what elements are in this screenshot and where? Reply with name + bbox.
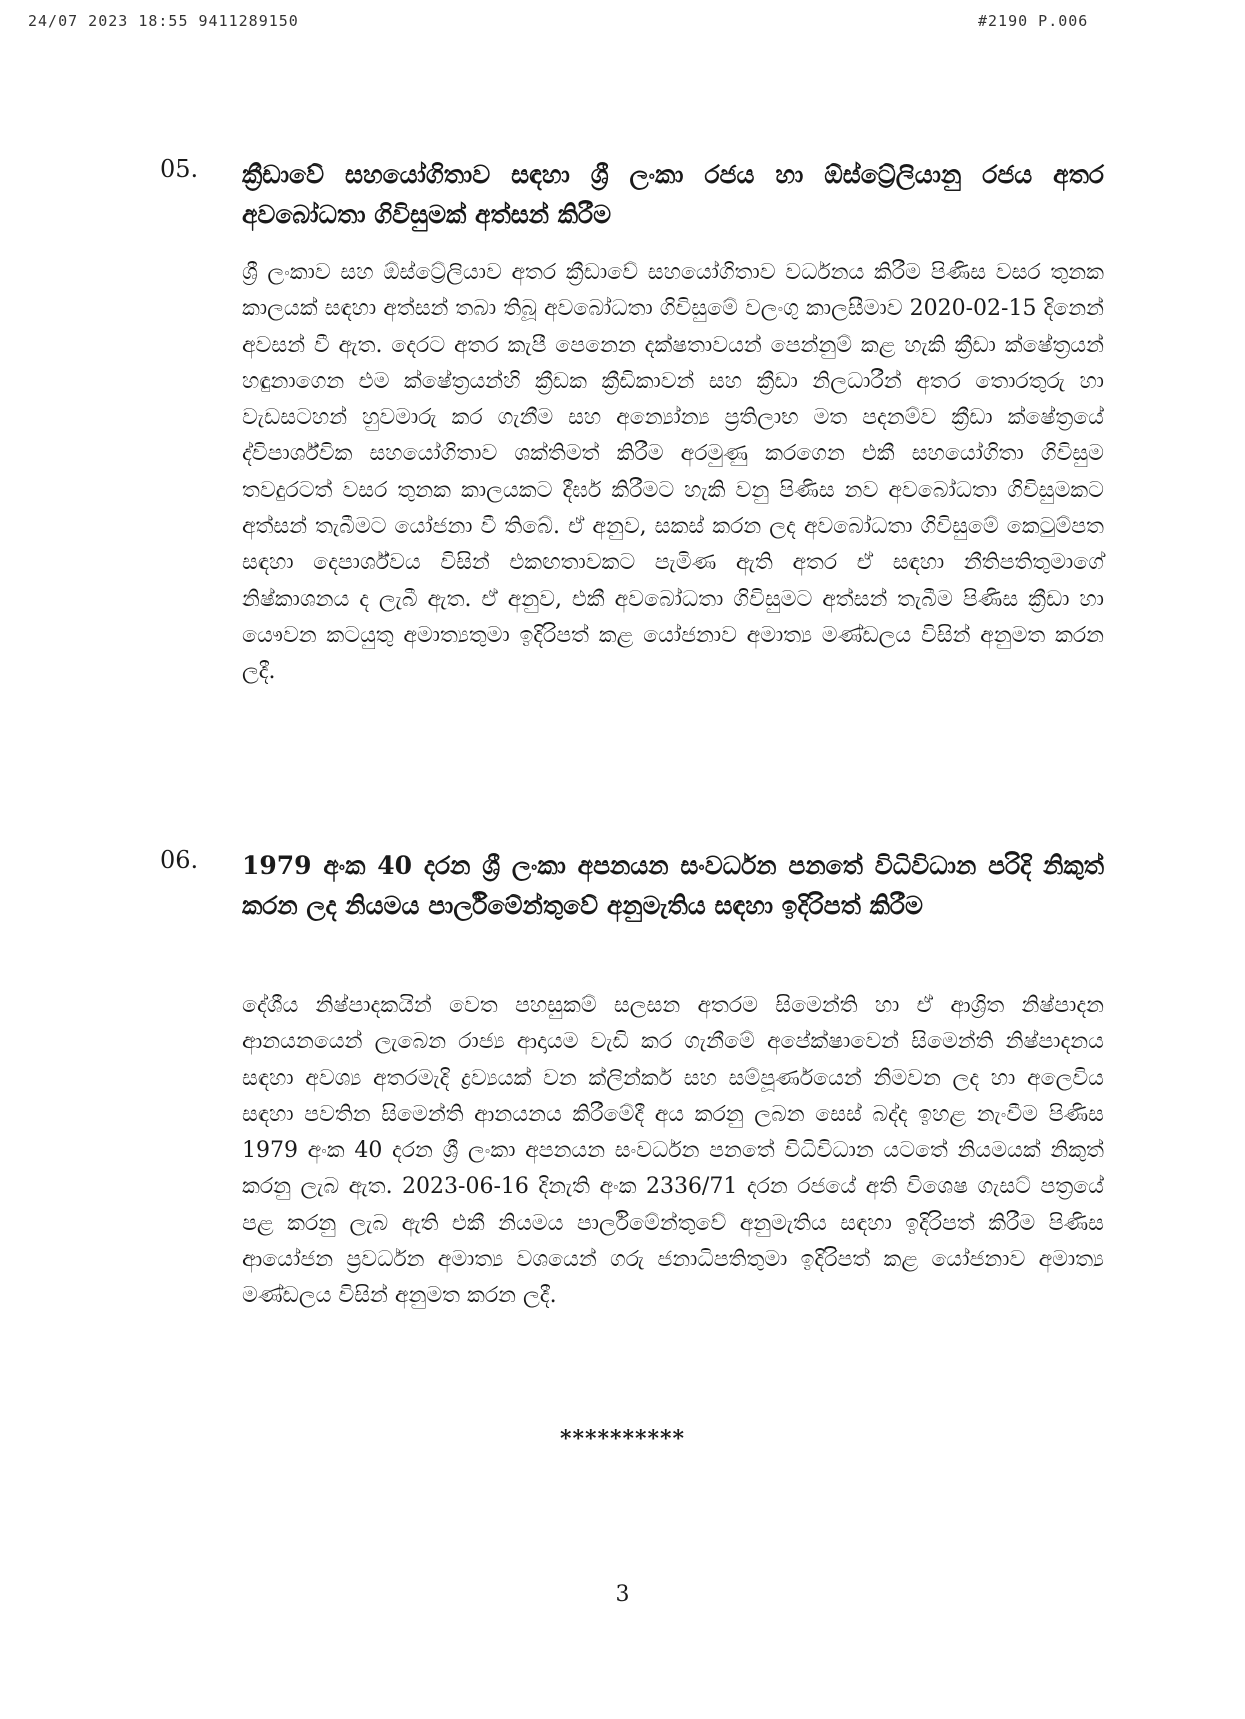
fax-header-right: #2190 P.006 bbox=[978, 12, 1089, 30]
section-separator: ********** bbox=[559, 1426, 686, 1452]
fax-header bbox=[28, 12, 1128, 32]
item-number: 06. bbox=[160, 846, 199, 874]
item-title: ක්‍රීඩාවේ සහයෝගිතාව සඳහා ශ්‍රී ලංකා රජය හා ඕස්ට්‍රේලියානු රජය අතර අවබෝධතා ගිවිසුමක් අත්සන් කිරීම bbox=[242, 160, 1104, 229]
item-body: දේශීය නිෂ්පාදකයින් වෙත පහසුකම් සලසන අතරම සිමෙන්ති හා ඒ ආශ්‍රිත නිෂ්පාදන ආනයනයෙන් ලැබෙන රාජ්‍ය ආදායම වැඩි කර ගැනීමේ අපේක්ෂාවෙන් සිමෙන්ති නිෂ්පාදනය සඳහා අවශ්‍ය අතරමැදි ද්‍රව්‍යයක් වන ක්ලින්කර් සහ සම්පූර්ණයෙන් නිමවන ලද හා අලෙවිය සඳහා පවතින සිමෙන්ති ආනයනය කිරීමේදී අය කරනු ලබන සෙස් බද්ද ඉහළ නැංවීම පිණිස 1979 අංක 40 දරන ශ්‍රී ලංකා අපනයන සංවර්ධන පනතේ විධිවිධාන යටතේ නියමයක් නිකුත් කරනු ලැබ ඇත. 2023-06-16 දිනැති අංක 2336/71 දරන රජයේ අති විශෙෂ ගැසට් පත්‍රයේ පළ කරනු ලැබ ඇති එකී නියමය පාර්ලිමේන්තුවේ අනුමැතිය සඳහා ඉදිරිපත් කිරීම පිණිස ආයෝජන ප්‍රවර්ධන අමාත්‍ය වශයෙන් ගරු ජනාධිපතිතුමා ඉදිරිපත් කළ යෝජනාව අමාත්‍ය මණ්ඩලය විසින් අනුමත කරන ලදී. bbox=[242, 993, 1104, 1309]
item-title: 1979 අංක 40 දරන ශ්‍රී ලංකා අපනයන සංවර්ධන පනතේ විධිවිධාන පරිදි නිකුත් කරන ලද නියමය පාර්ලිමේන්තුවේ අනුමැතිය සඳහා ඉදිරිපත් කිරීම bbox=[242, 851, 1104, 920]
fax-header-left: 24/07 2023 18:55 9411289150 bbox=[28, 12, 299, 30]
item-body: ශ්‍රී ලංකාව සහ ඕස්ට්‍රේලියාව අතර ක්‍රීඩාවේ සහයෝගිතාව වර්ධනය කිරීම පිණිස වසර තුනක කාලයක් සඳහා අත්සන් තබා තිබූ අවබෝධතා ගිවිසුමේ වලංගු කාලසීමාව 2020-02-15 දිනෙන් අවසන් වී ඇත. දෙරට අතර කැපී පෙනෙන දක්ෂතාවයන් පෙන්නුම් කළ හැකි ක්‍රීඩා ක්ෂේත්‍රයන් හඳුනාගෙන එම ක්ෂේත්‍රයන්හි ක්‍රීඩක ක්‍රීඩිකාවන් සහ ක්‍රීඩා නිලධාරීන් අතර තොරතුරු හා වැඩසටහන් හුවමාරු කර ගැනීම සහ අන්‍යෝන්‍ය ප්‍රතිලාභ මත පදනම්ව ක්‍රීඩා ක්ෂේත්‍රයේ ද්විපාර්ශ්වික සහයෝගිතාව ශක්තිමත් කිරීම අරමුණු කරගෙන එකී සහයෝගිතා ගිවිසුම තවදුරටත් වසර තුනක කාලයකට දීර්ඝ කිරීමට හැකි වනු පිණිස නව අවබෝධතා ගිවිසුමකට අත්සන් තැබීමට යෝජනා වී තිබේ. ඒ අනුව, සකස් කරන ලද අවබෝධතා ගිවිසුමේ කෙටුම්පත සඳහා දෙපාර්ශ්වය විසින් එකඟතාවකට පැමිණ ඇති අතර ඒ සඳහා නීතිපතිතුමාගේ නිෂ්කාශනය ද ලැබී ඇත. ඒ අනුව, එකී අවබෝධතා ගිවිසුමට අත්සන් තැබීම පිණිස ක්‍රීඩා හා යෞවන කටයුතු අමාත්‍යතුමා ඉදිරිපත් කළ යෝජනාව අමාත්‍ය මණ්ඩලය විසින් අනුමත කරන ලදී. bbox=[242, 260, 1104, 685]
item-number: 05. bbox=[160, 155, 199, 183]
page-number: 3 bbox=[615, 1582, 630, 1607]
